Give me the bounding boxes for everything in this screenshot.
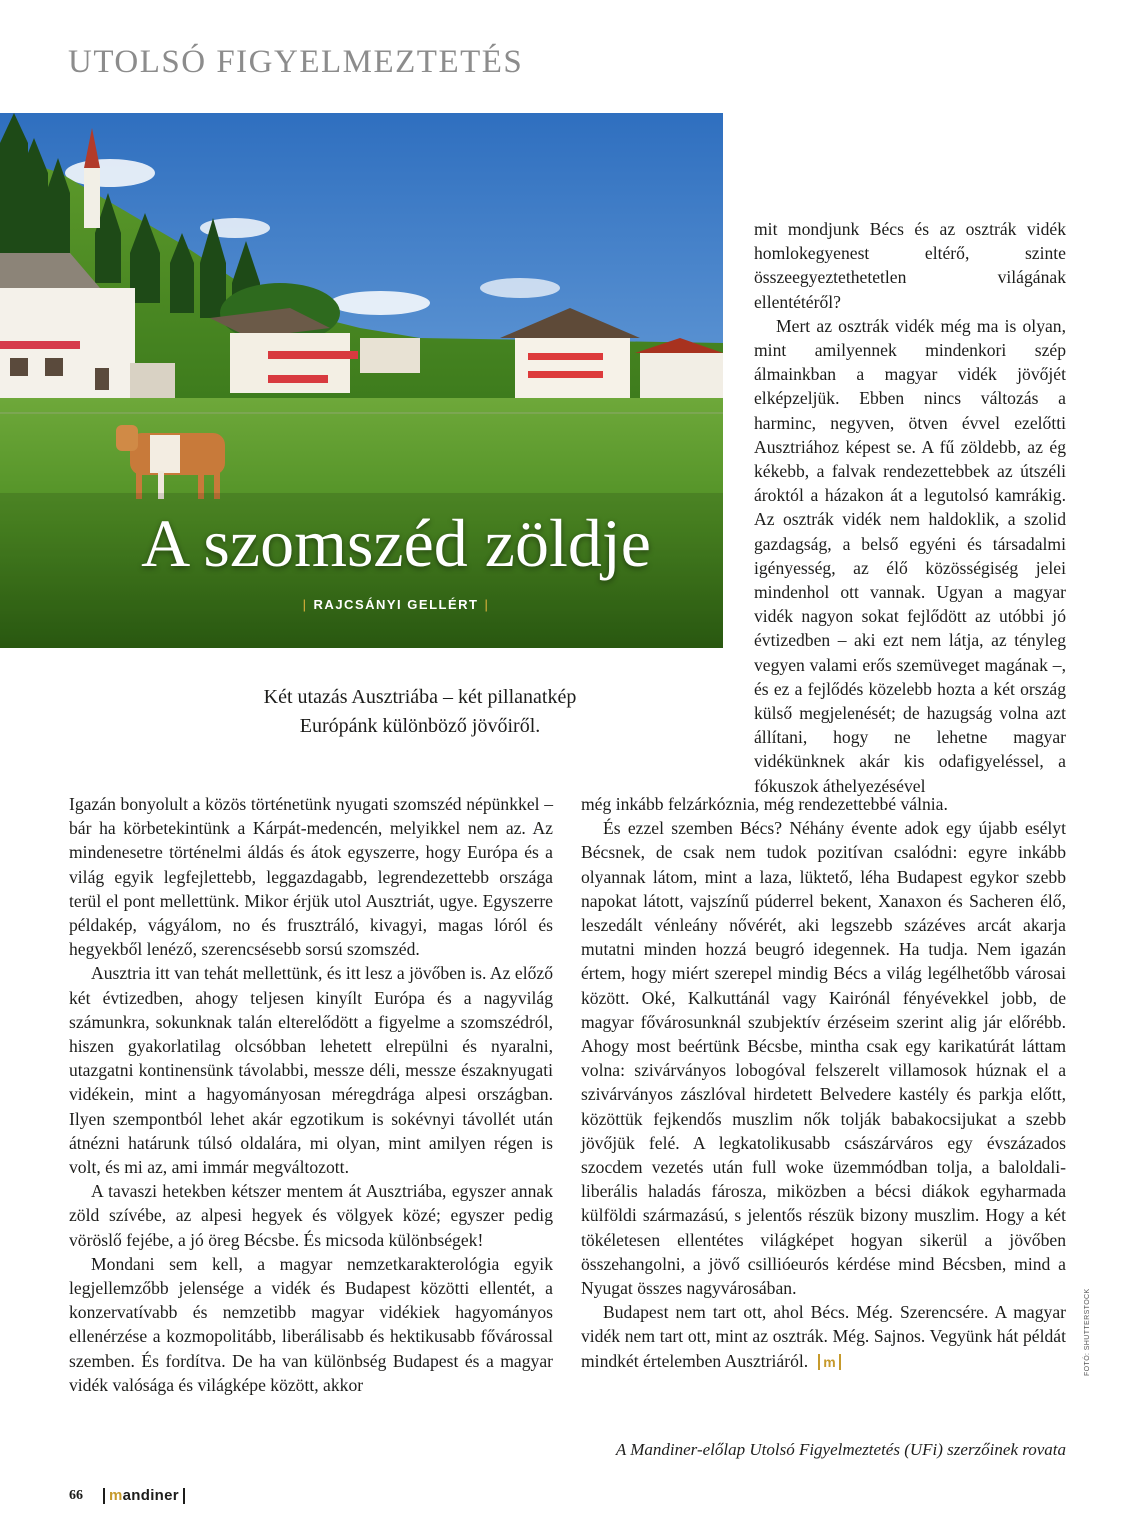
paragraph: Mondani sem kell, a magyar nemzetkarakterológia egyik legjellemzőbb jelensége a vidék és Budapest közötti ellentét, a konzervatívabb és nemzetibb magyar vidékiek hagyományos ellenérzése a kozmopolitább, liberálisabb és hektikusabb fővárossal szemben. És fordítva. De ha van különbség Budapest és a magyar vidék valósága és világképe között, akkor <box>69 1253 553 1395</box>
column-note: A Mandiner-előlap Utolsó Figyelmeztetés (UFi) szerzőinek rovata <box>615 1440 1066 1459</box>
page-number: 66 <box>69 1488 83 1503</box>
body-column-left <box>69 792 553 1397</box>
photo-credit: FOTÓ: SHUTTERSTOCK <box>1084 1288 1091 1376</box>
byline-divider-left: | <box>302 597 308 612</box>
end-mark-icon: m <box>818 1354 840 1370</box>
lead-line-2: Európánk különböző jövőiről. <box>299 715 541 737</box>
paragraph: mit mondjunk Bécs és az osztrák vidék homlokegyenest eltérő, szinte összeegyeztethetetlen világának ellentétéről? <box>754 219 1066 312</box>
mandiner-logo <box>103 1488 185 1504</box>
body-column-right-top <box>754 217 1066 798</box>
article-lead <box>170 683 670 741</box>
paragraph: Mert az osztrák vidék még ma is olyan, mint amilyennek mindenkori szép álmainkban a magyar vidék jövőjét elképzeljük. Ebben nincs változás a harminc, negyven, ötven évvel ezelőtti Ausztriához képest se. A fű zöldebb, az ég kékebb, a falvak rendezettebbek az útszéli ároktól a házakon át a legutolsó kamrákig. Az osztrák vidék nem haldoklik, a szolid gazdagság, a belső egyéni és társadalmi igényesség, az élő közösségiség jelei mindenhol ott vannak. Ugyan a magyar vidék nagyon sokat fejlődött az utóbbi jó évtizedben – aki ezt nem látja, az tényleg vegyen valami erős szemüveget magának –, és ez a fejlődés közelebb hozta a két ország külső megjelenését; de hazugság volna azt állítani, hogy ne lehetne magyar vidékünknek akár kis odafigyeléssel, a fókuszok áthelyezésével <box>754 315 1066 796</box>
logo-accent: m <box>109 1487 123 1504</box>
paragraph: A tavaszi hetekben kétszer mentem át Ausztriába, egyszer annak zöld szívébe, az alpesi hegyek és völgyek közé; egyszer pedig vöröslő fejébe, a jó öreg Bécsbe. És micsoda különbségek! <box>69 1181 553 1250</box>
byline-divider-right: | <box>484 597 490 612</box>
paragraph: még inkább felzárkóznia, még rendezettebbé válnia. <box>581 794 948 814</box>
lead-line-1: Két utazás Ausztriába – két pillanatkép <box>263 686 577 708</box>
logo-text: andiner <box>122 1487 179 1504</box>
author-name: RAJCSÁNYI GELLÉRT <box>313 597 479 612</box>
paragraph: És ezzel szemben Bécs? Néhány évente adok egy újabb esélyt Bécsnek, de csak nem tudok pozitívan csalódni: egyre inkább olyannak látom, mint a laza, lüktető, léha Budapest egykor szebb napokat látott, vajszínű púderrel bekent, Xanaxon és Sacheren élő, leszedált vénleány nővérét, aki legszebb százéves arcát akarja mutatni minden hozzá beugró idegennek. Ha tudja. Nem igazán értem, hogy miért szerepel mindig Bécs a világ legélhetőbb városai között. Oké, Kalkuttánál vagy Kairónál fényévekkel jobb, de magyar fővárosunknál szubjektív érzéseim szerint alig jár előrébb. Ahogy most beértünk Bécsbe, mintha csak egy karikatúrát láttam volna: szivárványos lobogóval felszerelt villamosok húznak el a szivárványos zászlóval hirdetett Belvedere kastély és parkja előtt, közöttük fejkendős muszlim nők tolják babakocsijukat a szebb jövőjük felé. A legkatolikusabb császárváros egy évszázados szocdem vezetés után full woke üzemmódban tolja, a baloldali-liberális haladás fárosza, miközben a bécsi diákok egyharmada külföldi származású, s jelentős részük bizony muszlim. Hogy a két tökéletesen ellentétes világképet hogyan sikerül a jövőben összehangolni, a jövő csillióeurós kérdése mind Bécsben, mind a Nyugat összes nagyvárosában. <box>581 818 1066 1299</box>
article-headline: A szomszéd zöldje <box>141 505 651 581</box>
page-footer <box>69 1488 185 1504</box>
paragraph: Igazán bonyolult a közös történetünk nyugati szomszéd népünkkel – bár ha körbetekintünk a Kárpát-medencén, melyikkel nem az. Az mindenesetre történelmi áldás és átok egyszerre, hogy Európa és a világ egyik legfejlettebb, leggazdagabb, legrendezettebb országa terül el pont mellettünk. Mikor érjük utol Ausztriát, ugye. Egyszerre példakép, vágyálom, no és frusztráló, kivagyi, magas lóról és hegyekből lenéző, szerencsésebb sorsú szomszéd. <box>69 794 553 960</box>
final-paragraph-text: Budapest nem tart ott, ahol Bécs. Még. Szerencsére. A magyar vidék nem tart ott, mint az osztrák. Még. Sajnos. Vegyünk hát példát mindkét értelemben Ausztriáról. <box>581 1302 1066 1371</box>
body-column-right <box>581 792 1066 1373</box>
byline <box>0 597 792 612</box>
paragraph-final <box>581 1300 1066 1373</box>
paragraph: Ausztria itt van tehát mellettünk, és itt lesz a jövőben is. Az előző két évtizedben, ahogy teljesen kinyílt Európa és a nagyvilág számunkra, sokunknak talán elterelődött a figyelme a szomszédról, hiszen gyakorlatilag olcsóbban lehetett elrepülni és nyaralni, utazgatni kontinensünk távolabbi, messze déli, messze északnyugati vidékein, mint a hagyományosan méregdrága alpesi országban. Ilyen szempontból lehet akár egzotikum is sokévnyi távollét után átnézni határunk túlsó oldalára, mi olyan, mint amilyen régen is volt, és mi az, ami immár megváltozott. <box>69 963 553 1178</box>
section-title: UTOLSÓ FIGYELMEZTETÉS <box>68 44 524 80</box>
